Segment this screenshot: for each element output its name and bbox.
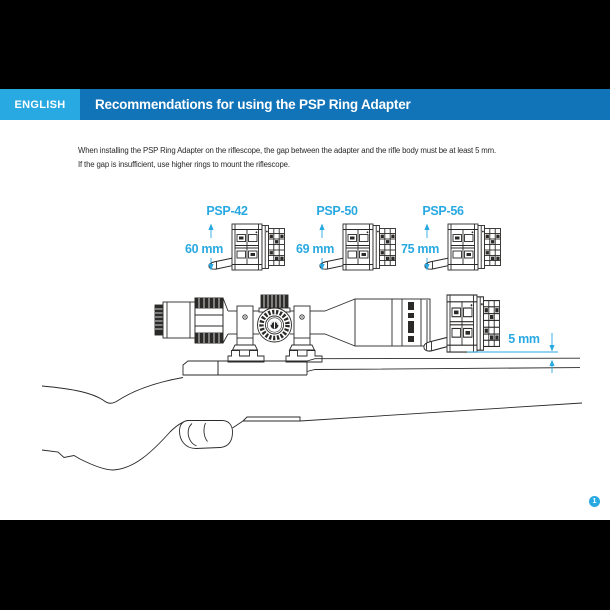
svg-text:75 mm: 75 mm (400, 242, 440, 256)
scope-ring-rear (290, 306, 315, 350)
mounted-psp-adapter-drawing (424, 295, 500, 352)
page-number-badge: 1 (589, 496, 600, 507)
adapter-model-label: PSP-56 (422, 204, 464, 218)
svg-text:69 mm: 69 mm (295, 242, 335, 256)
riflescope-drawing (155, 295, 430, 350)
rifle-drawing (42, 351, 582, 471)
technical-diagram (0, 120, 610, 520)
adapter-model-label: PSP-50 (316, 204, 358, 218)
language-tab: ENGLISH (0, 89, 80, 120)
svg-text:60 mm: 60 mm (184, 242, 224, 256)
scope-ring-front (233, 306, 258, 350)
page-header (0, 89, 610, 120)
intro-line-1: When installing the PSP Ring Adapter on the riflescope, the gap between the adapter and the rifle body must be at least 5 mm. (78, 146, 496, 155)
brand-logo-icon (271, 321, 279, 329)
adapter-variants-row (185, 204, 501, 271)
scope-side-dial (258, 308, 292, 342)
adapter-model-label: PSP-42 (206, 204, 248, 218)
gap-label: 5 mm (508, 332, 540, 346)
page-sheet (0, 89, 610, 520)
page-title: Recommendations for using the PSP Ring Adapter (80, 89, 610, 120)
intro-line-2: If the gap is insufficient, use higher rings to mount the riflescope. (78, 160, 290, 169)
